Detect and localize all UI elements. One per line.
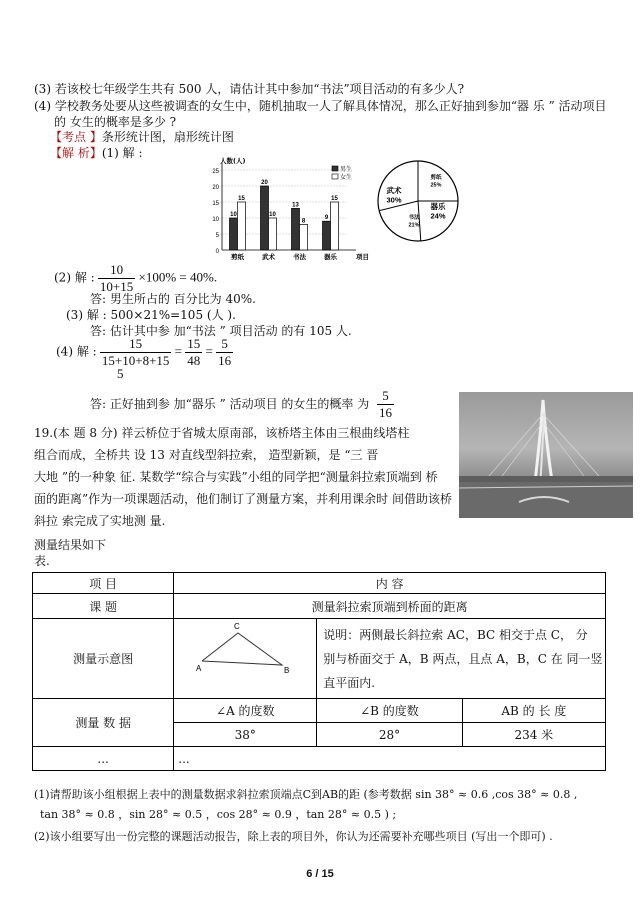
pie-slice-label: 剪纸 <box>430 175 442 181</box>
bar-value-label: 9 <box>324 215 329 222</box>
angle-a-value: 38° <box>174 723 317 747</box>
answer-4-final-numerator: 5 <box>377 388 394 405</box>
bar-女生-器乐 <box>331 202 339 250</box>
q19-line-5: 斜拉 索完成了实地测 量. <box>34 514 166 528</box>
answer-4-fraction-2 <box>185 336 202 369</box>
bar-value-label: 10 <box>230 212 237 218</box>
category-label: 书法 <box>293 253 306 260</box>
sub-question-1-line-2: tan 38° ≈ 0.8 ，sin 28° ≈ 0.5 ，cos 28° ≈ 0.9 ，tan 28° ≈ 0.5 ) ; <box>40 808 397 821</box>
bar-女生-武术 <box>269 218 277 250</box>
triangle-diagram <box>174 619 316 695</box>
bar-男生-武术 <box>261 186 269 250</box>
table-row <box>33 573 606 594</box>
pie-slice-value: 30% <box>386 195 402 205</box>
answer-4-extra: 5 <box>117 366 124 381</box>
triangle-shape <box>202 633 282 665</box>
answer-4-numerator-2: 15 <box>187 336 201 351</box>
sub-question-2: (2)该小组要写出一份完整的课题活动报告，除上表的项目外，你认为还需要补充哪些项目 (写出一个即可) . <box>34 830 553 843</box>
jiexi-tag: 【解 析】 <box>50 146 102 160</box>
angle-a-header: ∠A 的度数 <box>174 699 317 723</box>
description-line-3: 直平面内. <box>323 675 376 690</box>
y-tick-label: 5 <box>215 233 219 239</box>
answer-4-denominator-1: 15+10+8+15 <box>101 353 170 368</box>
bar-value-label: 10 <box>269 212 276 218</box>
sub-question-1-line-1: (1)请帮助该小组根据上表中的测量数据求斜拉索顶端点C到AB的距 (参考数据 sin 38° ≈ 0.6 ,cos 38° ≈ 0.8 , <box>34 788 578 801</box>
y-tick-label: 15 <box>212 201 219 207</box>
header-item: 项 目 <box>33 573 174 594</box>
angle-b-header: ∠B 的度数 <box>317 699 462 723</box>
topic-value: 测量斜拉索顶端到桥面的距离 <box>174 594 606 619</box>
answer-2-label: (2) 解 : <box>54 270 95 285</box>
q19-line-2: 组合而成，全桥共 设 13 对直线型斜拉索， 造型新颖，是 “三 晋 <box>34 448 379 462</box>
y-tick-label: 10 <box>212 217 219 223</box>
equals-sign-1: = <box>174 343 183 359</box>
kaodian-tag: 【考点 】 <box>50 130 102 144</box>
q3-text: (3) 若该校七年级学生共有 500 人，请估计其中参加“书法”项目活动的有多少人? <box>34 82 465 96</box>
q19-line-4: 面的距离”作为一项课题活动，他们制订了测量方案，并利用课余时 间借助该桥 <box>34 492 452 506</box>
bar-男生-剪纸 <box>230 218 238 250</box>
category-label: 器乐 <box>324 253 337 260</box>
kaodian-line <box>50 128 234 145</box>
answer-4-fraction-3 <box>216 336 233 369</box>
point-b-label: B <box>284 666 290 675</box>
ab-length-header: AB 的 长 度 <box>462 699 605 723</box>
jiexi-text: (1) 解 : <box>101 146 143 160</box>
data-label: 测量 数 据 <box>33 699 174 747</box>
legend-swatch <box>332 166 338 171</box>
pie-slice-value: 24% <box>430 211 446 221</box>
q4-text-line1: (4) 学校教务处要从这些被调查的女生中，随机抽取一人了解具体情况，那么正好抽到参加“器 乐 ” 活动项目 <box>34 99 607 113</box>
jiexi-line <box>50 144 143 161</box>
diagram-label: 测量示意图 <box>33 619 174 699</box>
bar-value-label: 20 <box>261 180 268 186</box>
answer-4-label: (4) 解 : <box>56 344 97 359</box>
bar-value-label: 15 <box>331 196 338 202</box>
answer-2-conclusion: 答: 男生所占的 百分比为 40%. <box>90 292 256 306</box>
table-row <box>33 594 606 619</box>
bar-chart <box>196 156 372 260</box>
answer-4-conclusion <box>90 388 394 421</box>
pie-chart <box>372 156 464 248</box>
pie-slice-label: 书法 <box>408 215 420 221</box>
q19-line-6: 测量结果如下 <box>34 538 107 552</box>
answer-2-tail: ×100% = 40%. <box>138 269 218 285</box>
bar-女生-剪纸 <box>238 202 246 250</box>
ellipsis-label: ... <box>33 747 174 771</box>
answer-3-conclusion: 答: 估计其中参 加“书法 ” 项目活动 的有 105 人. <box>90 324 352 338</box>
pie-slice-value: 25% <box>430 182 442 189</box>
answer-2-numerator: 10 <box>98 262 135 279</box>
y-tick-label: 25 <box>212 169 219 175</box>
topic-label: 课 题 <box>33 594 174 619</box>
answer-4-numerator-3: 5 <box>216 336 233 353</box>
bridge-illustration <box>459 392 633 518</box>
q4-text-line2: 的 女生的概率是多少 ? <box>54 115 177 129</box>
diagram-cell <box>174 619 317 699</box>
angle-b-value: 28° <box>317 723 462 747</box>
kaodian-text: 条形统计图，扇形统计图 <box>101 130 234 144</box>
legend-label: 女生 <box>340 174 353 181</box>
answer-4-conclusion-text: 答: 正好抽到参 加“器乐 ” 活动项目 的女生的概率 为 <box>90 397 370 411</box>
header-content: 内 容 <box>174 573 606 594</box>
category-label: 武术 <box>262 253 275 260</box>
x-axis-label: 项目 <box>356 253 369 260</box>
bar-男生-器乐 <box>323 221 331 250</box>
pie-slice-label: 器乐 <box>430 202 446 211</box>
bar-value-label: 15 <box>238 196 245 202</box>
description-line-1: 说明：两侧最长斜拉索 AC，BC 相交于点 C， 分 <box>323 627 588 642</box>
ellipsis-value: ... <box>174 747 606 771</box>
answer-4-final-denominator: 16 <box>379 405 393 420</box>
point-a-label: A <box>196 664 202 673</box>
answer-4-numerator-1: 15 <box>100 336 172 353</box>
diagram-description <box>317 619 606 699</box>
answer-4-line <box>56 336 233 369</box>
answer-4-fraction-1 <box>100 336 172 369</box>
bridge-photo <box>459 392 633 518</box>
page-number: 6 / 15 <box>306 868 334 880</box>
description-line-2: 别与桥面交于 A，B 两点，且点 A，B，C 在 同一竖 <box>323 651 603 666</box>
bar-value-label: 8 <box>301 218 306 225</box>
bar-value-label: 13 <box>292 202 299 209</box>
measurement-table <box>32 572 606 771</box>
ab-length-value: 234 米 <box>462 723 605 747</box>
y-tick-label: 20 <box>212 185 219 191</box>
answer-3-line: (3) 解 : 500×21%=105 (人 ). <box>66 308 236 322</box>
q19-line-3: 大地 ”的一种象 征. 某数学“综合与实践”小组的同学把“测量斜拉索顶端到 桥 <box>34 470 438 484</box>
legend-label: 男生 <box>340 166 353 173</box>
legend-swatch <box>332 174 338 179</box>
y-axis-label: 人数(人) <box>220 157 246 165</box>
category-label: 剪纸 <box>231 253 244 260</box>
equals-sign-2: = <box>205 343 213 359</box>
answer-4-denominator-2: 48 <box>187 353 201 368</box>
table-row <box>33 699 606 723</box>
bar-女生-书法 <box>300 224 308 250</box>
answer-4-final-fraction <box>377 388 394 421</box>
answer-2-denominator: 10+15 <box>99 279 134 294</box>
q19-line-7: 表. <box>34 554 50 568</box>
pie-slice-value: 21% <box>408 222 420 229</box>
point-c-label: C <box>234 622 241 631</box>
bar-男生-书法 <box>292 208 300 250</box>
table-row <box>33 619 606 699</box>
table-row <box>33 747 606 771</box>
y-tick-label: 0 <box>215 249 219 255</box>
answer-4-denominator-3: 16 <box>218 353 232 368</box>
pie-slice-label: 武术 <box>386 186 402 195</box>
q19-line-1: 19.(本 题 8 分) 祥云桥位于省城太原南部，该桥塔主体由三根曲线塔柱 <box>34 426 410 440</box>
